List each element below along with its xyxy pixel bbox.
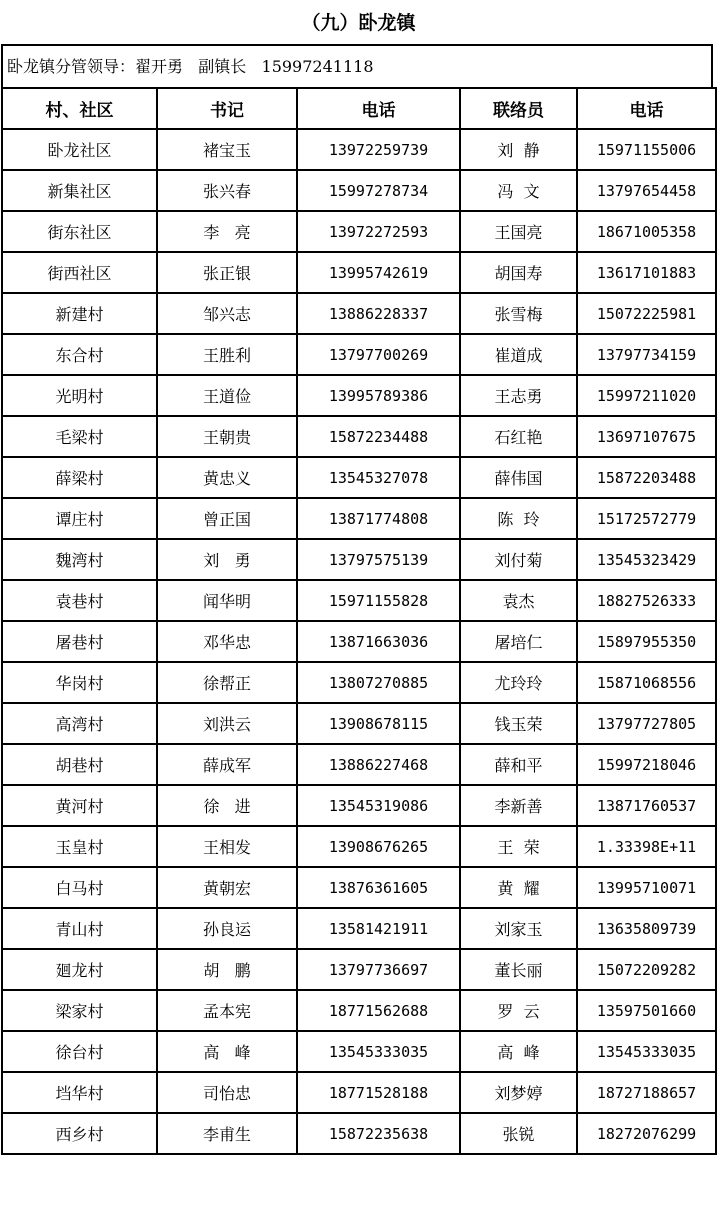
secretary-phone-cell: 13545333035 [297,1031,460,1072]
table-body [2,129,716,1154]
liaison-phone-cell: 15872203488 [577,457,716,498]
header-secretary-phone: 电话 [297,88,460,129]
secretary-cell: 刘 勇 [157,539,297,580]
liaison-cell: 胡国寿 [460,252,577,293]
table-row [2,621,716,662]
secretary-cell: 孙良运 [157,908,297,949]
secretary-phone-cell: 13797575139 [297,539,460,580]
liaison-phone-cell: 18727188657 [577,1072,716,1113]
liaison-phone-cell: 15172572779 [577,498,716,539]
liaison-phone-cell: 18671005358 [577,211,716,252]
liaison-cell: 王志勇 [460,375,577,416]
liaison-phone-cell: 13635809739 [577,908,716,949]
village-cell: 谭庄村 [2,498,157,539]
liaison-phone-cell: 15072209282 [577,949,716,990]
village-cell: 梁家村 [2,990,157,1031]
liaison-cell: 钱玉荣 [460,703,577,744]
table-row [2,908,716,949]
table-row [2,744,716,785]
header-village: 村、社区 [2,88,157,129]
liaison-phone-cell: 13617101883 [577,252,716,293]
village-cell: 华岗村 [2,662,157,703]
village-cell: 东合村 [2,334,157,375]
secretary-phone-cell: 13876361605 [297,867,460,908]
secretary-cell: 邓华忠 [157,621,297,662]
village-cell: 薛梁村 [2,457,157,498]
leader-info: 卧龙镇分管领导：翟开勇 副镇长 15997241118 [1,44,713,87]
village-cell: 街西社区 [2,252,157,293]
table-row [2,375,716,416]
village-cell: 西乡村 [2,1113,157,1154]
table-row [2,990,716,1031]
village-cell: 卧龙社区 [2,129,157,170]
liaison-cell: 刘梦婷 [460,1072,577,1113]
table-row [2,949,716,990]
secretary-phone-cell: 13545319086 [297,785,460,826]
secretary-cell: 薛成军 [157,744,297,785]
liaison-cell: 王 荣 [460,826,577,867]
village-cell: 新建村 [2,293,157,334]
secretary-cell: 高 峰 [157,1031,297,1072]
village-cell: 徐台村 [2,1031,157,1072]
secretary-cell: 孟本宪 [157,990,297,1031]
secretary-cell: 徐 进 [157,785,297,826]
liaison-cell: 薛伟国 [460,457,577,498]
liaison-cell: 石红艳 [460,416,577,457]
secretary-cell: 李 亮 [157,211,297,252]
table-row [2,170,716,211]
liaison-phone-cell: 15997211020 [577,375,716,416]
village-cell: 高湾村 [2,703,157,744]
secretary-cell: 胡 鹏 [157,949,297,990]
table-row [2,129,716,170]
liaison-cell: 崔道成 [460,334,577,375]
secretary-cell: 李甫生 [157,1113,297,1154]
table-row [2,416,716,457]
table-row [2,211,716,252]
secretary-phone-cell: 13972272593 [297,211,460,252]
liaison-phone-cell: 13995710071 [577,867,716,908]
liaison-phone-cell: 13797654458 [577,170,716,211]
liaison-cell: 袁杰 [460,580,577,621]
village-cell: 白马村 [2,867,157,908]
liaison-cell: 屠培仁 [460,621,577,662]
liaison-cell: 刘付菊 [460,539,577,580]
secretary-cell: 张兴春 [157,170,297,211]
table-row [2,703,716,744]
liaison-phone-cell: 13797727805 [577,703,716,744]
liaison-phone-cell: 15897955350 [577,621,716,662]
secretary-phone-cell: 18771528188 [297,1072,460,1113]
village-cell: 街东社区 [2,211,157,252]
table-row [2,662,716,703]
secretary-phone-cell: 13797736697 [297,949,460,990]
liaison-cell: 张雪梅 [460,293,577,334]
secretary-phone-cell: 13871663036 [297,621,460,662]
page-title: （九）卧龙镇 [301,12,416,34]
liaison-phone-cell: 15871068556 [577,662,716,703]
liaison-cell: 张锐 [460,1113,577,1154]
secretary-phone-cell: 13871774808 [297,498,460,539]
liaison-phone-cell: 13797734159 [577,334,716,375]
secretary-cell: 王胜利 [157,334,297,375]
secretary-cell: 曾正国 [157,498,297,539]
village-cell: 屠巷村 [2,621,157,662]
liaison-cell: 冯 文 [460,170,577,211]
table-row [2,785,716,826]
table-row [2,498,716,539]
secretary-cell: 黄朝宏 [157,867,297,908]
table-row [2,580,716,621]
secretary-cell: 王相发 [157,826,297,867]
table-row [2,867,716,908]
secretary-phone-cell: 13807270885 [297,662,460,703]
liaison-phone-cell: 15072225981 [577,293,716,334]
liaison-phone-cell: 1.33398E+11 [577,826,716,867]
secretary-phone-cell: 15872235638 [297,1113,460,1154]
secretary-phone-cell: 13886228337 [297,293,460,334]
secretary-phone-cell: 13886227468 [297,744,460,785]
liaison-phone-cell: 15997218046 [577,744,716,785]
table-header-row [2,88,716,129]
contact-table [1,87,717,1155]
liaison-phone-cell: 18827526333 [577,580,716,621]
table-row [2,1031,716,1072]
secretary-cell: 司怡忠 [157,1072,297,1113]
header-liaison: 联络员 [460,88,577,129]
secretary-phone-cell: 13972259739 [297,129,460,170]
secretary-phone-cell: 13908678115 [297,703,460,744]
header-liaison-phone: 电话 [577,88,716,129]
liaison-cell: 李新善 [460,785,577,826]
secretary-phone-cell: 13995742619 [297,252,460,293]
table-row [2,252,716,293]
liaison-phone-cell: 13597501660 [577,990,716,1031]
secretary-cell: 徐帮正 [157,662,297,703]
secretary-cell: 黄忠义 [157,457,297,498]
table-row [2,539,716,580]
liaison-cell: 刘家玉 [460,908,577,949]
village-cell: 垱华村 [2,1072,157,1113]
table-row [2,1072,716,1113]
secretary-cell: 刘洪云 [157,703,297,744]
village-cell: 光明村 [2,375,157,416]
village-cell: 毛梁村 [2,416,157,457]
secretary-cell: 王朝贵 [157,416,297,457]
secretary-phone-cell: 15997278734 [297,170,460,211]
liaison-phone-cell: 13871760537 [577,785,716,826]
liaison-cell: 王国亮 [460,211,577,252]
liaison-cell: 董长丽 [460,949,577,990]
secretary-phone-cell: 13995789386 [297,375,460,416]
secretary-cell: 王道俭 [157,375,297,416]
table-row [2,1113,716,1154]
liaison-phone-cell: 13697107675 [577,416,716,457]
liaison-cell: 陈 玲 [460,498,577,539]
table-row [2,457,716,498]
village-cell: 新集社区 [2,170,157,211]
liaison-cell: 高 峰 [460,1031,577,1072]
liaison-cell: 薛和平 [460,744,577,785]
secretary-phone-cell: 13545327078 [297,457,460,498]
table-row [2,293,716,334]
secretary-phone-cell: 15872234488 [297,416,460,457]
liaison-phone-cell: 15971155006 [577,129,716,170]
table-row [2,334,716,375]
table-row [2,826,716,867]
secretary-phone-cell: 18771562688 [297,990,460,1031]
liaison-cell: 罗 云 [460,990,577,1031]
village-cell: 胡巷村 [2,744,157,785]
secretary-cell: 褚宝玉 [157,129,297,170]
village-cell: 玉皇村 [2,826,157,867]
secretary-phone-cell: 13908676265 [297,826,460,867]
village-cell: 青山村 [2,908,157,949]
secretary-phone-cell: 15971155828 [297,580,460,621]
liaison-phone-cell: 13545333035 [577,1031,716,1072]
village-cell: 魏湾村 [2,539,157,580]
header-secretary: 书记 [157,88,297,129]
liaison-phone-cell: 13545323429 [577,539,716,580]
liaison-cell: 尤玲玲 [460,662,577,703]
village-cell: 黄河村 [2,785,157,826]
secretary-cell: 张正银 [157,252,297,293]
secretary-phone-cell: 13581421911 [297,908,460,949]
liaison-phone-cell: 18272076299 [577,1113,716,1154]
village-cell: 袁巷村 [2,580,157,621]
secretary-cell: 邹兴志 [157,293,297,334]
liaison-cell: 刘 静 [460,129,577,170]
liaison-cell: 黄 耀 [460,867,577,908]
village-cell: 廻龙村 [2,949,157,990]
secretary-phone-cell: 13797700269 [297,334,460,375]
secretary-cell: 闻华明 [157,580,297,621]
